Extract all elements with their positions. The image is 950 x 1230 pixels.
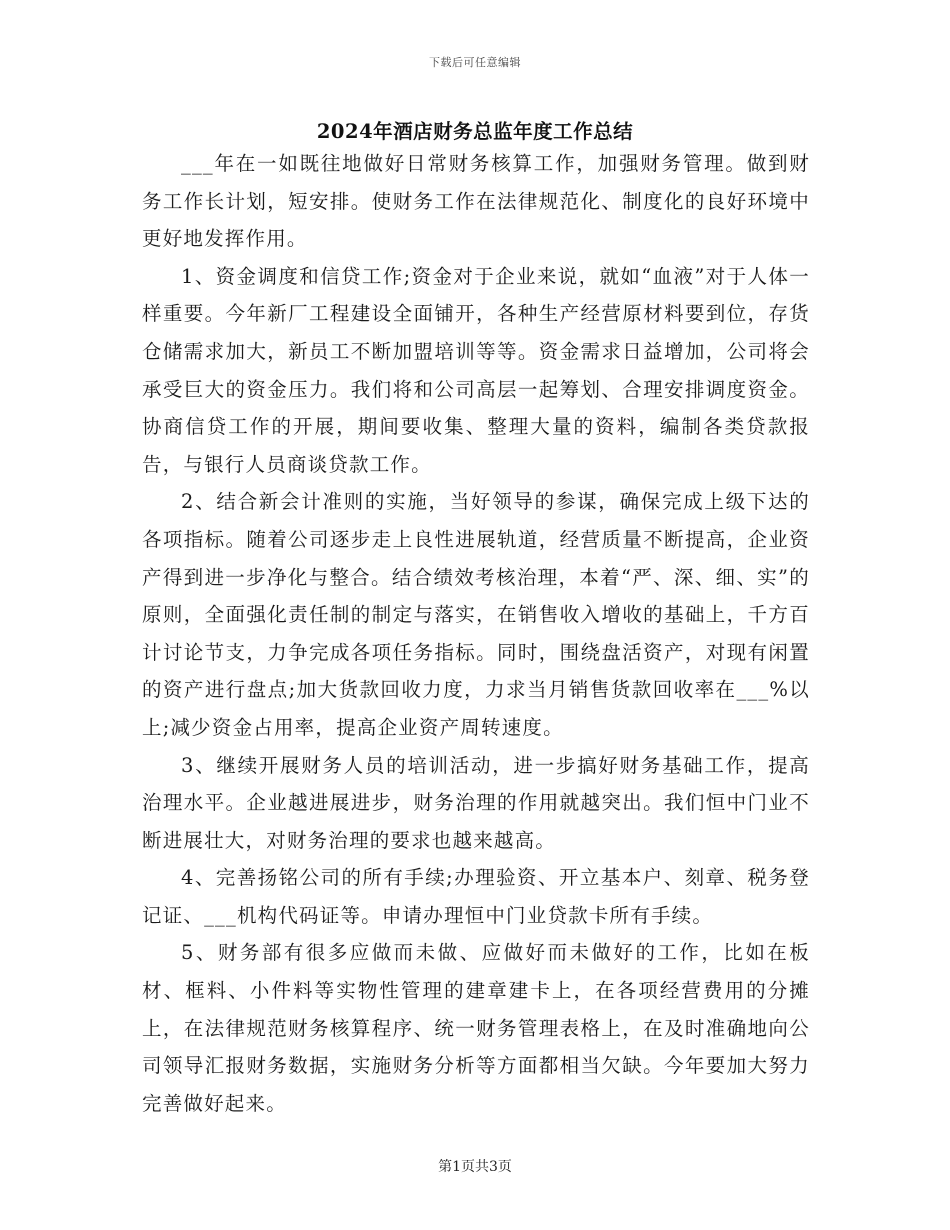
paragraph-intro: ___年在一如既往地做好日常财务核算工作，加强财务管理。做到财务工作长计划，短安排。使财务工作在法律规范化、制度化的良好环境中更好地发挥作用。	[142, 152, 810, 251]
page-number: 第1页共3页	[438, 1159, 512, 1175]
document-body	[142, 145, 810, 1122]
paragraph-item-5: 5、财务部有很多应做而未做、应做好而未做好的工作，比如在板材、框料、小件料等实物性管理的建章建卡上，在各项经营费用的分摊上，在法律规范财务核算程序、统一财务管理表格上，在及时准确地向公司领导汇报财务数据，实施财务分析等方面都相当欠缺。今年要加大努力完善做好起来。	[142, 941, 810, 1115]
paragraph-item-2: 2、结合新会计准则的实施，当好领导的参谋，确保完成上级下达的各项指标。随着公司逐步走上良性进展轨道，经营质量不断提高，企业资产得到进一步净化与整合。结合绩效考核治理，本着“严、深、细、实”的原则，全面强化责任制的制定与落实，在销售收入增收的基础上，千方百计讨论节支，力争完成各项任务指标。同时，围绕盘活资产，对现有闲置的资产进行盘点;加大货款回收力度，力求当月销售货款回收率在___%以上;减少资金占用率，提高企业资产周转速度。	[142, 490, 810, 739]
header-note: 下载后可任意编辑	[429, 56, 521, 69]
paragraph-item-1: 1、资金调度和信贷工作;资金对于企业来说，就如“血液”对于人体一样重要。今年新厂工程建设全面铺开，各种生产经营原材料要到位，存货仓储需求加大，新员工不断加盟培训等等。资金需求日益增加，公司将会承受巨大的资金压力。我们将和公司高层一起筹划、合理安排调度资金。协商信贷工作的开展，期间要收集、整理大量的资料，编制各类贷款报告，与银行人员商谈贷款工作。	[142, 264, 810, 476]
paragraph-item-4: 4、完善扬铭公司的所有手续;办理验资、开立基本户、刻章、税务登记证、___机构代码证等。申请办理恒中门业贷款卡所有手续。	[142, 866, 810, 927]
paragraph-item-3: 3、继续开展财务人员的培训活动，进一步搞好财务基础工作，提高治理水平。企业越进展进步，财务治理的作用就越突出。我们恒中门业不断进展壮大，对财务治理的要求也越来越高。	[142, 753, 810, 852]
document-title: 2024年酒店财务总监年度工作总结	[316, 120, 634, 143]
